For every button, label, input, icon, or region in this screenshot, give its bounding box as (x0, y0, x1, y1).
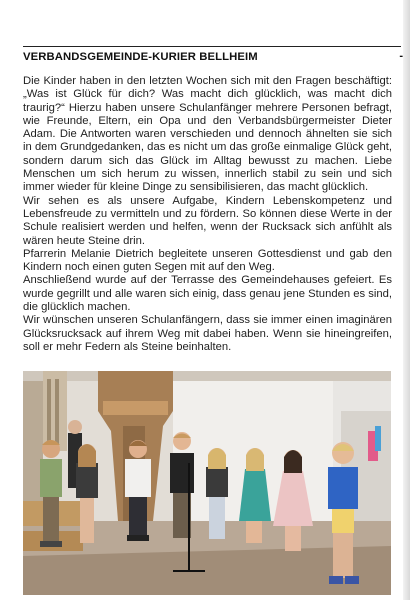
header-rule (23, 46, 401, 47)
article-paragraph-2: Wir sehen es als unsere Aufgabe, Kindern Lebenskompetenz und Lebensfreude zu vermitteln und zu fördern. So können diese Werte in der Schule realisiert werden und helfen, wenn der Rucksack sich anfühlt als wären heute Steine drin. (23, 194, 392, 247)
page-edge-shadow (403, 0, 410, 600)
page-header (23, 50, 403, 68)
article-body (23, 75, 392, 354)
publication-title: VERBANDSGEMEINDE-KURIER BELLHEIM (23, 51, 258, 63)
article-paragraph-3: Pfarrerin Melanie Dietrich begleitete unseren Gottesdienst und gab den Kindern noch einen guten Segen mit auf den Weg. (23, 247, 392, 274)
header-corner-mark: - (399, 50, 403, 62)
article-paragraph-5: Wir wünschen unseren Schulanfängern, dass sie immer einen imaginären Glücksrucksack auf ihrem Weg mit dabei haben. Wenn sie hineingreifen, soll er mehr Federn als Steine beinhalten. (23, 314, 392, 353)
article-paragraph-1: Die Kinder haben in den letzten Wochen sich mit den Fragen beschäftigt: „Was ist Glück für dich? Was macht dich glücklich, was macht dich traurig?“ Hierzu haben unsere Schulanfänger mehrere Personen befragt, wie Freunde, Eltern, ein Opa und den Verbandsbürgermeister Dieter Adam. Die Antworten waren verschieden und dennoch ähnelten sie sich in dem Grundgedanken, das es nicht um das große einmalige Glück geht, sondern darum sich das Glück im Alltag bewusst zu machen. Liebe Menschen um sich herum zu wissen, innerlich stabil zu sein und sich immer wieder für kleine Dinge zu sensibilisieren, das macht glücklich. (23, 75, 392, 194)
article-paragraph-4: Anschließend wurde auf der Terrasse des Gemeindehauses gefeiert. Es wurde gegrillt und alle waren sich einig, dass genau jene Stunden es sind, die glücklich machen. (23, 274, 392, 314)
page-top-margin (0, 0, 410, 46)
children-in-church-photo (23, 371, 391, 595)
